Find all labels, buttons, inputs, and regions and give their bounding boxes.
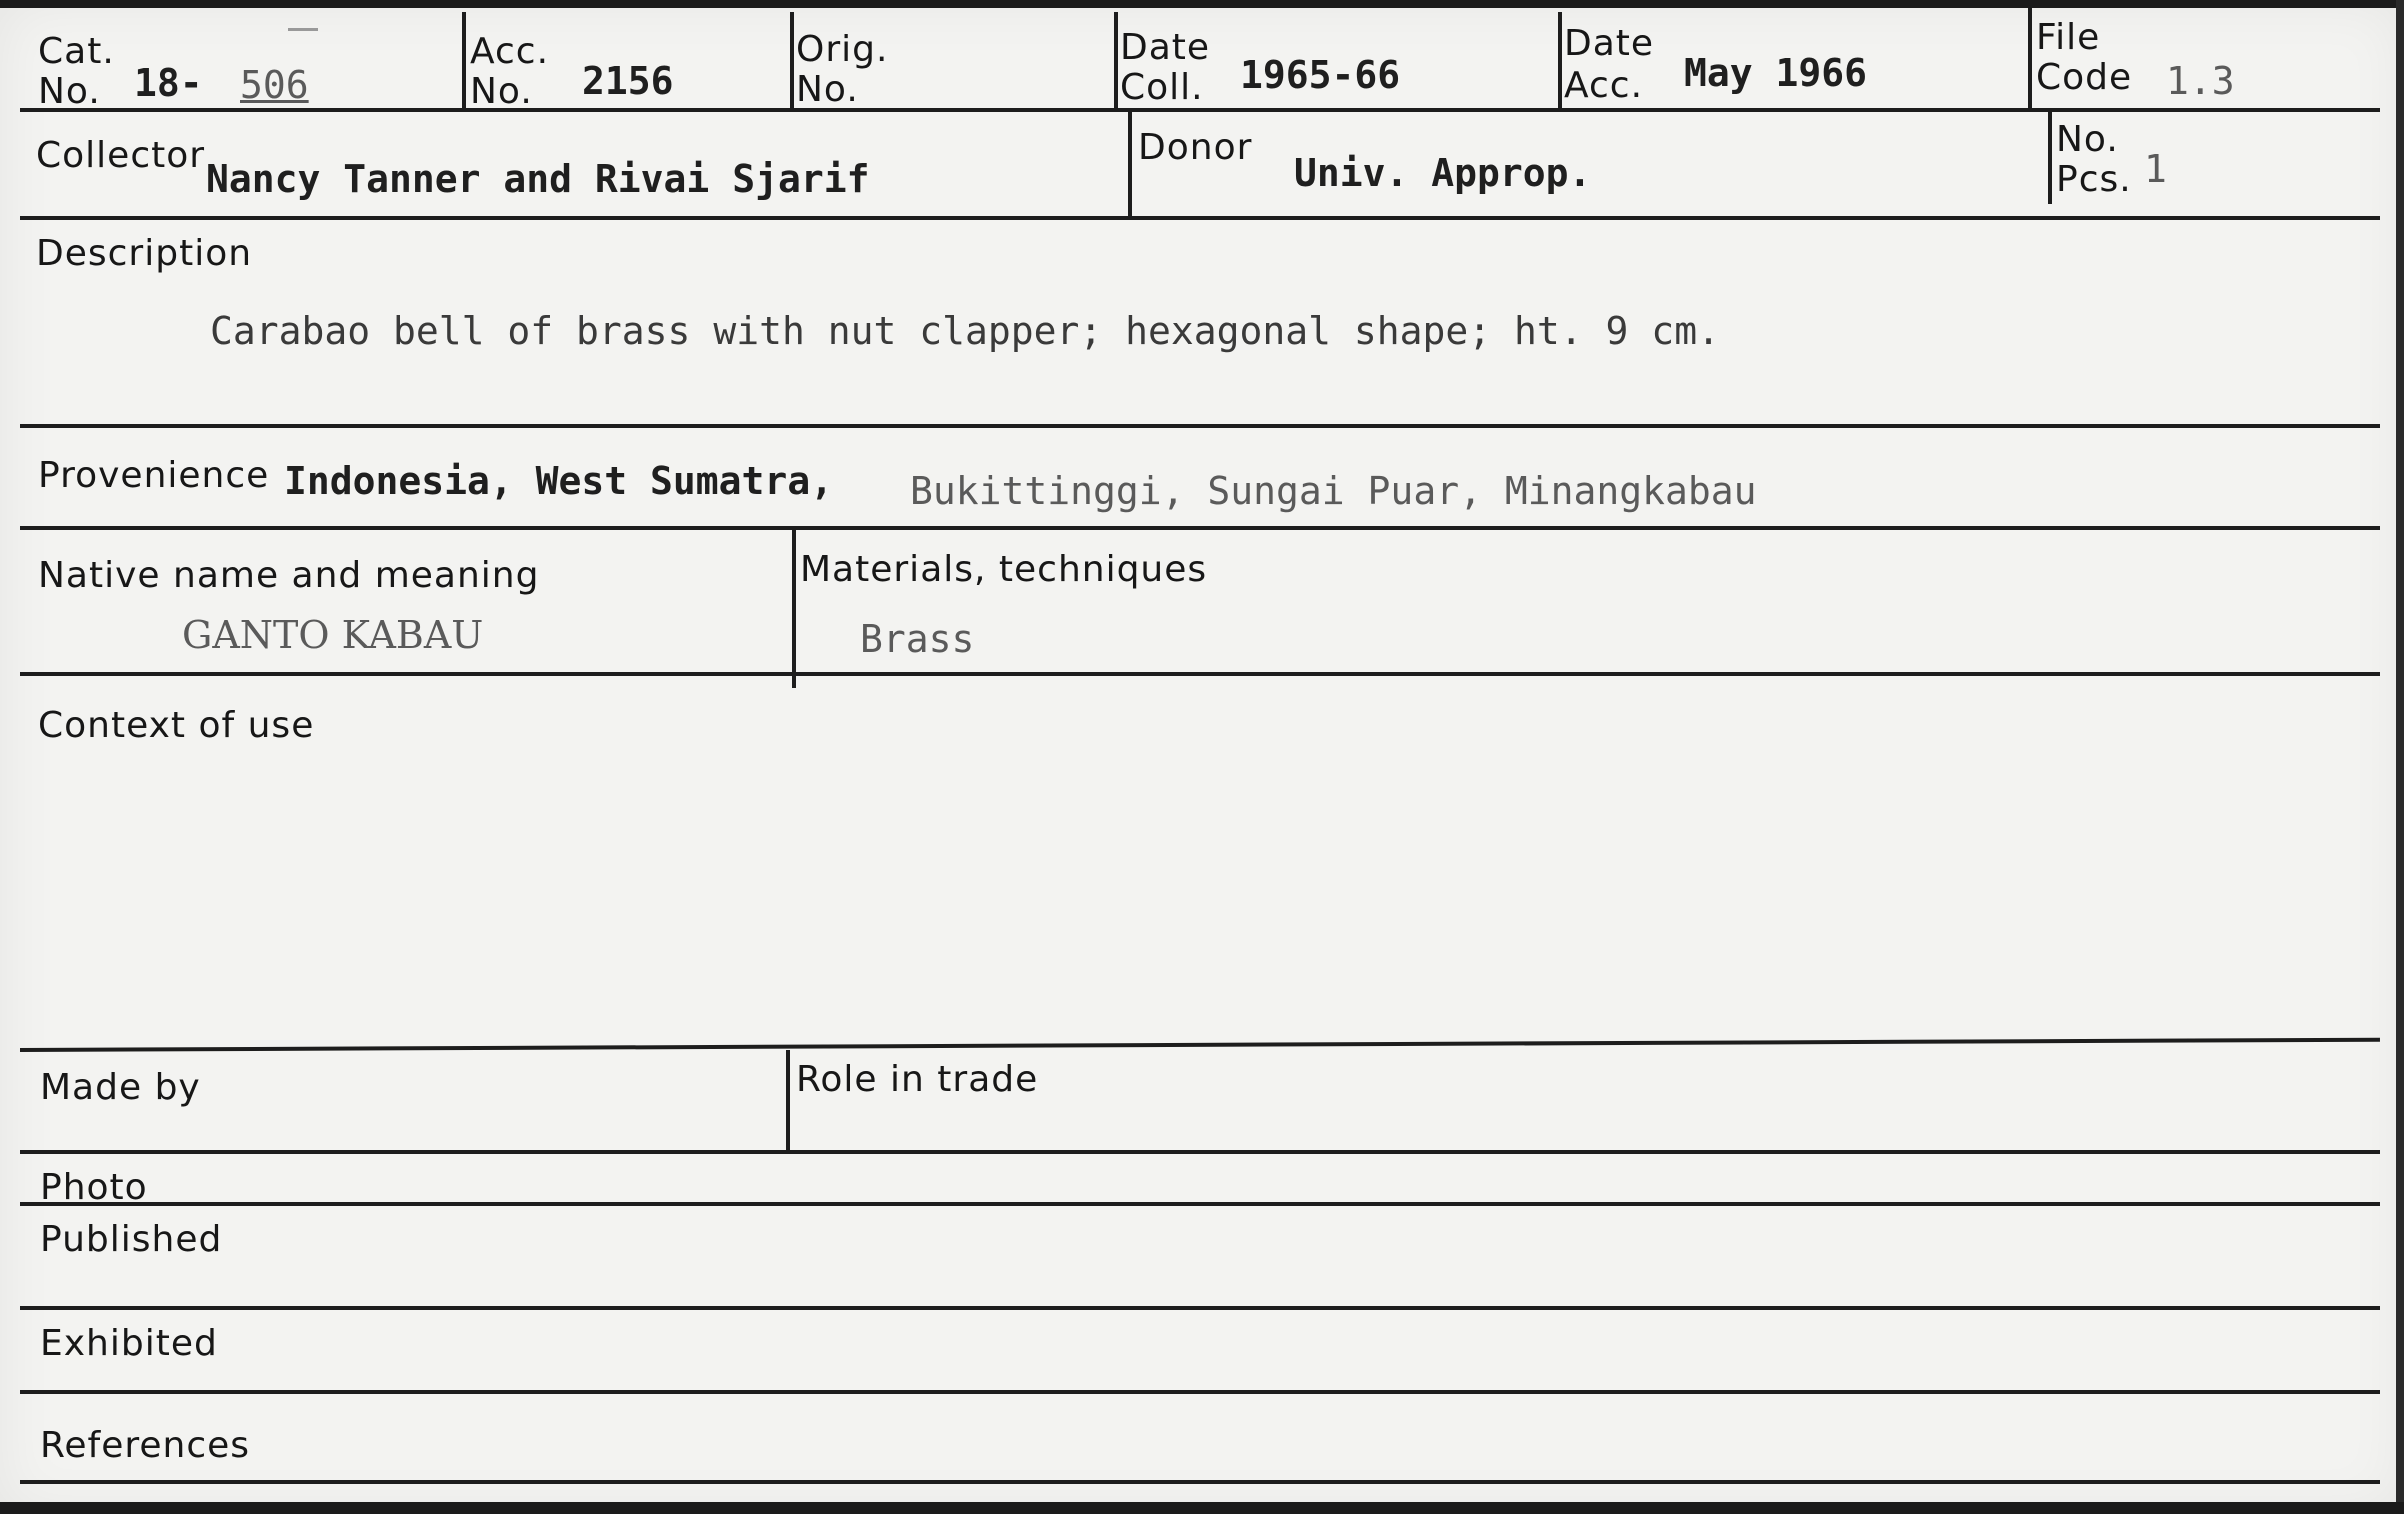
rule-context [20, 1038, 2380, 1052]
donor-value: Univ. Approp. [1294, 151, 1592, 195]
description-label: Description [36, 233, 253, 274]
rule-exhibited [20, 1390, 2380, 1394]
native-name-label: Native name and meaning [38, 555, 540, 596]
card-right-edge [2396, 0, 2404, 1514]
divider-acc-orig [790, 12, 794, 110]
made-by-label: Made by [40, 1067, 201, 1108]
divider-cat-acc [462, 12, 466, 110]
role-in-trade-label: Role in trade [796, 1059, 1039, 1100]
cat-no-overmark [288, 28, 318, 31]
rule-native-name [20, 672, 2380, 676]
description-value: Carabao bell of brass with nut clapper; hexagonal shape; ht. 9 cm. [210, 309, 1720, 353]
orig-no-label-line1: Orig. [796, 29, 889, 70]
divider-madeby-role [786, 1050, 790, 1152]
rule-provenience [20, 526, 2380, 530]
date-coll-label-line2: Coll. [1120, 67, 1204, 108]
divider-native-materials [792, 528, 796, 688]
cat-no-prefix: 18- [134, 61, 203, 105]
cat-no-label-line2: No. [38, 71, 101, 112]
cat-no-number: 506 [240, 63, 309, 107]
pcs-label-line1: No. [2056, 119, 2119, 160]
context-of-use-label: Context of use [38, 705, 315, 746]
file-code-label-line2: Code [2036, 57, 2133, 98]
collector-value: Nancy Tanner and Rivai Sjarif [206, 157, 870, 201]
orig-no-label-line2: No. [796, 69, 859, 110]
published-label: Published [40, 1219, 223, 1260]
divider-dateacc-file [2028, 8, 2032, 110]
acc-no-label-line2: No. [470, 71, 533, 112]
rule-header [20, 108, 2380, 112]
acc-no-label-line1: Acc. [470, 31, 550, 72]
photo-label: Photo [40, 1167, 148, 1208]
pcs-label-line2: Pcs. [2056, 159, 2132, 200]
exhibited-label: Exhibited [40, 1323, 218, 1364]
references-label: References [40, 1425, 251, 1466]
divider-orig-datecoll [1114, 12, 1118, 110]
acc-no-value: 2156 [582, 59, 674, 103]
card-bottom-edge [0, 1502, 2404, 1514]
provenience-label: Provenience [38, 455, 270, 496]
date-acc-label-line2: Acc. [1564, 65, 1644, 106]
donor-label: Donor [1138, 127, 1253, 168]
rule-published [20, 1306, 2380, 1310]
rule-collector [20, 216, 2380, 220]
rule-made-by [20, 1150, 2380, 1154]
rule-references [20, 1480, 2380, 1484]
cat-no-label-line1: Cat. [38, 31, 115, 72]
date-acc-value: May 1966 [1684, 51, 1868, 95]
divider-collector-donor [1128, 110, 1132, 218]
provenience-value-light: Bukittinggi, Sungai Puar, Minangkabau [910, 469, 1757, 513]
date-coll-value: 1965-66 [1240, 53, 1401, 97]
rule-photo [20, 1202, 2380, 1206]
pcs-value: 1 [2144, 147, 2167, 191]
card-top-edge [0, 0, 2404, 8]
native-name-value: GANTO KABAU [182, 613, 484, 657]
date-coll-label-line1: Date [1120, 27, 1211, 68]
collector-label: Collector [36, 135, 206, 176]
provenience-value-bold: Indonesia, West Sumatra, [284, 459, 834, 503]
divider-donor-pcs [2048, 110, 2052, 204]
materials-value: Brass [860, 617, 975, 661]
materials-label: Materials, techniques [800, 549, 1208, 590]
file-code-label-line1: File [2036, 17, 2101, 58]
date-acc-label-line1: Date [1564, 23, 1655, 64]
rule-description [20, 424, 2380, 428]
divider-datecoll-dateacc [1558, 12, 1562, 110]
file-code-value: 1.3 [2166, 59, 2235, 103]
